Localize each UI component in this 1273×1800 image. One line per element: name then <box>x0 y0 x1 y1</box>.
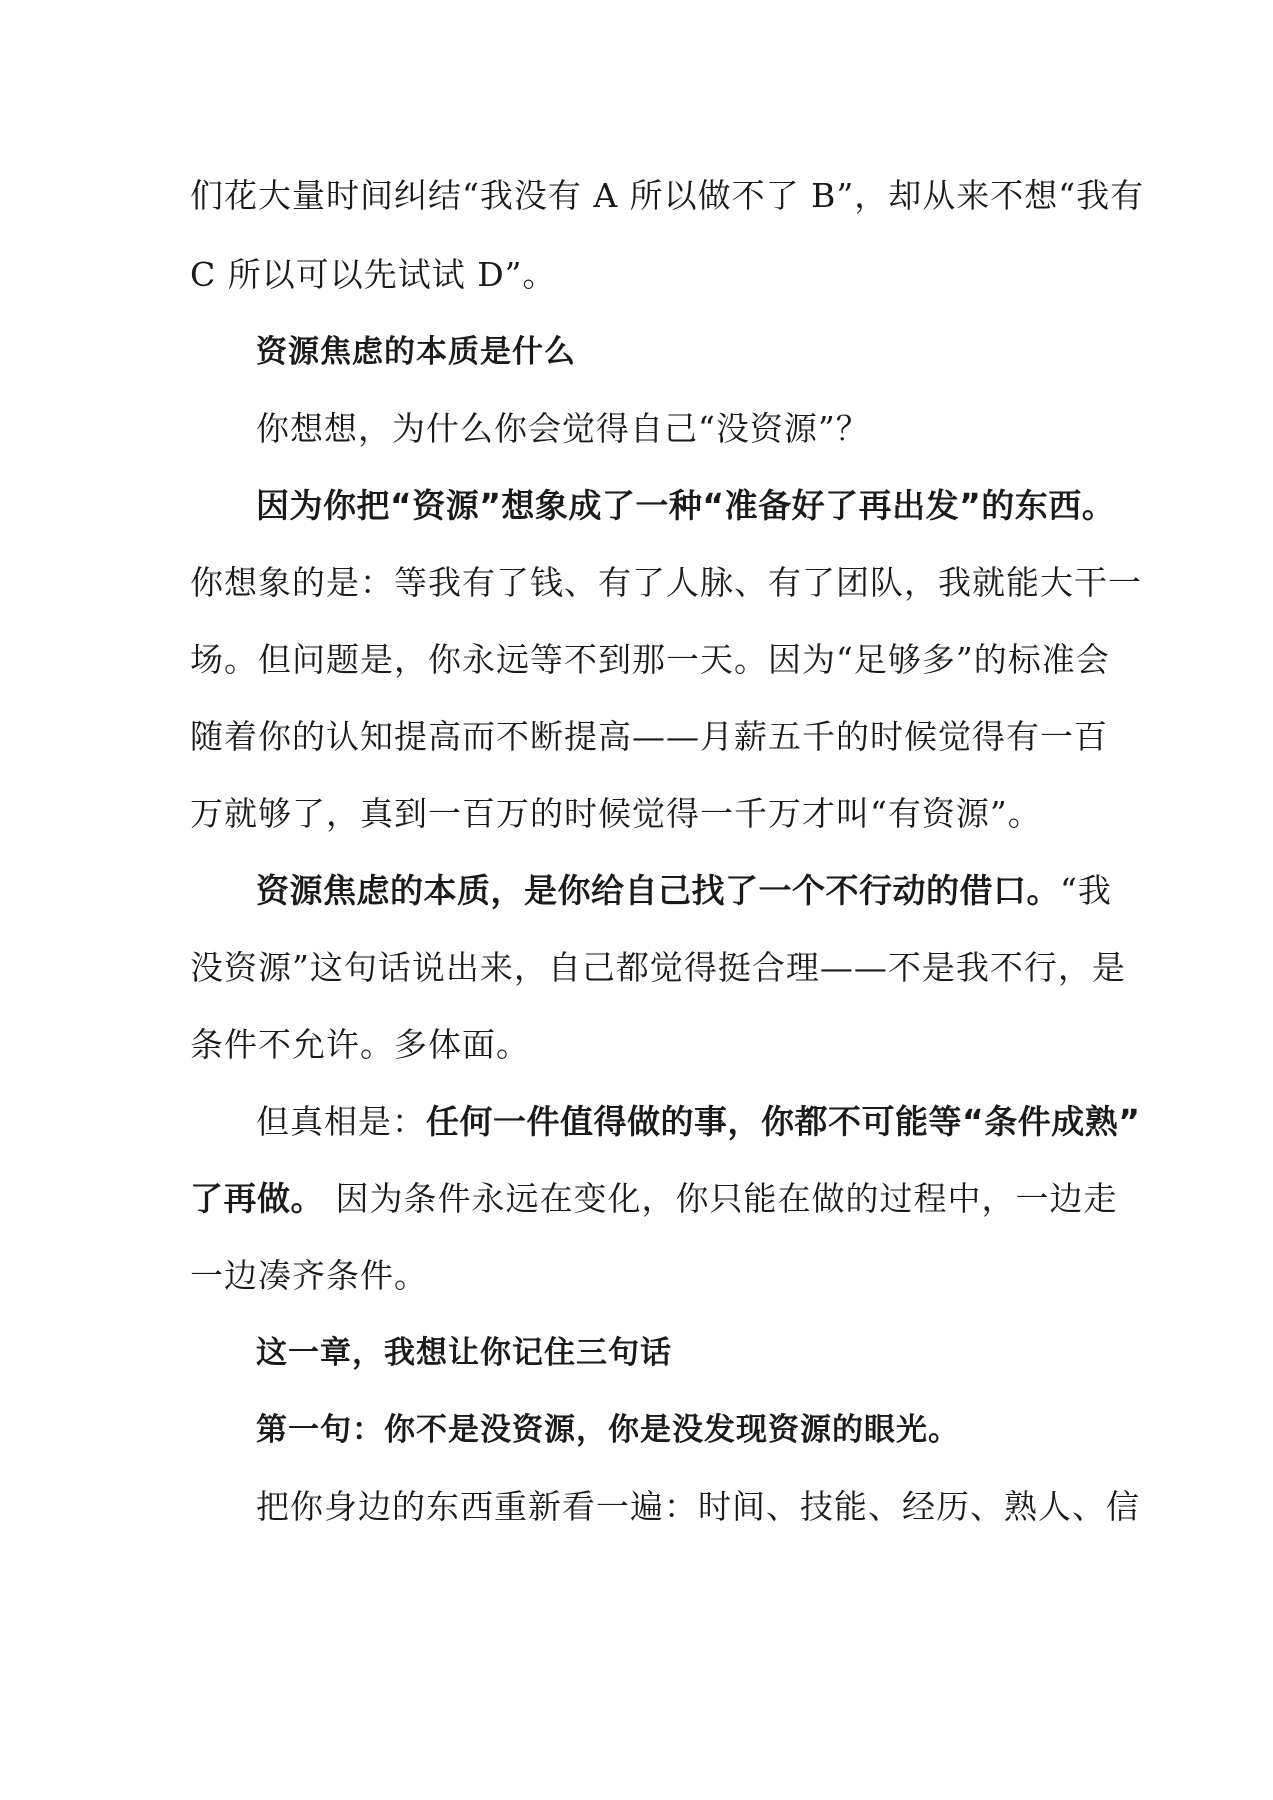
paragraph-line <box>256 866 1112 916</box>
paragraph-line: 一边凑齐条件。 <box>190 1256 428 1295</box>
paragraph-line: 们花大量时间纠结“我没有 A 所以做不了 B”，却从来不想“我有 <box>190 176 1145 215</box>
paragraph-line: 你想想，为什么你会觉得自己“没资源”？ <box>256 409 870 448</box>
normal-phrase: “我 <box>1060 871 1112 910</box>
paragraph-line: C 所以可以先试试 D”。 <box>190 255 557 294</box>
paragraph-line: 你想象的是：等我有了钱、有了人脉、有了团队，我就能大干一 <box>190 563 1142 602</box>
paragraph-line: 万就够了，真到一百万的时候觉得一千万才叫“有资源”。 <box>190 794 1042 833</box>
paragraph-line: 把你身边的东西重新看一遍：时间、技能、经历、熟人、信 <box>256 1487 1140 1526</box>
paragraph-line <box>256 1097 1141 1147</box>
normal-phrase: 因为条件永远在变化，你只能在做的过程中，一边走 <box>324 1179 1118 1218</box>
paragraph-line: 随着你的认知提高而不断提高——月薪五千的时候觉得有一百 <box>190 717 1108 756</box>
paragraph-line: 没资源”这句话说出来，自己都觉得挺合理——不是我不行，是 <box>190 948 1126 987</box>
section-heading: 这一章，我想让你记住三句话 <box>256 1335 672 1371</box>
bold-phrase: 资源焦虑的本质，是你给自己找了一个不行动的借口。 <box>256 871 1060 910</box>
normal-phrase: 但真相是： <box>256 1102 426 1141</box>
bold-phrase: 了再做。 <box>190 1179 324 1218</box>
bold-phrase: 任何一件值得做的事，你都不可能等“条件成熟” <box>426 1102 1141 1141</box>
paragraph-line: 条件不允许。多体面。 <box>190 1025 530 1064</box>
bold-statement: 因为你把“资源”想象成了一种“准备好了再出发”的东西。 <box>256 486 1116 525</box>
paragraph-line <box>190 1174 1118 1224</box>
subheading: 第一句：你不是没资源，你是没发现资源的眼光。 <box>256 1412 960 1448</box>
paragraph-line: 场。但问题是，你永远等不到那一天。因为“足够多”的标准会 <box>190 640 1110 679</box>
section-heading: 资源焦虑的本质是什么 <box>256 334 576 370</box>
